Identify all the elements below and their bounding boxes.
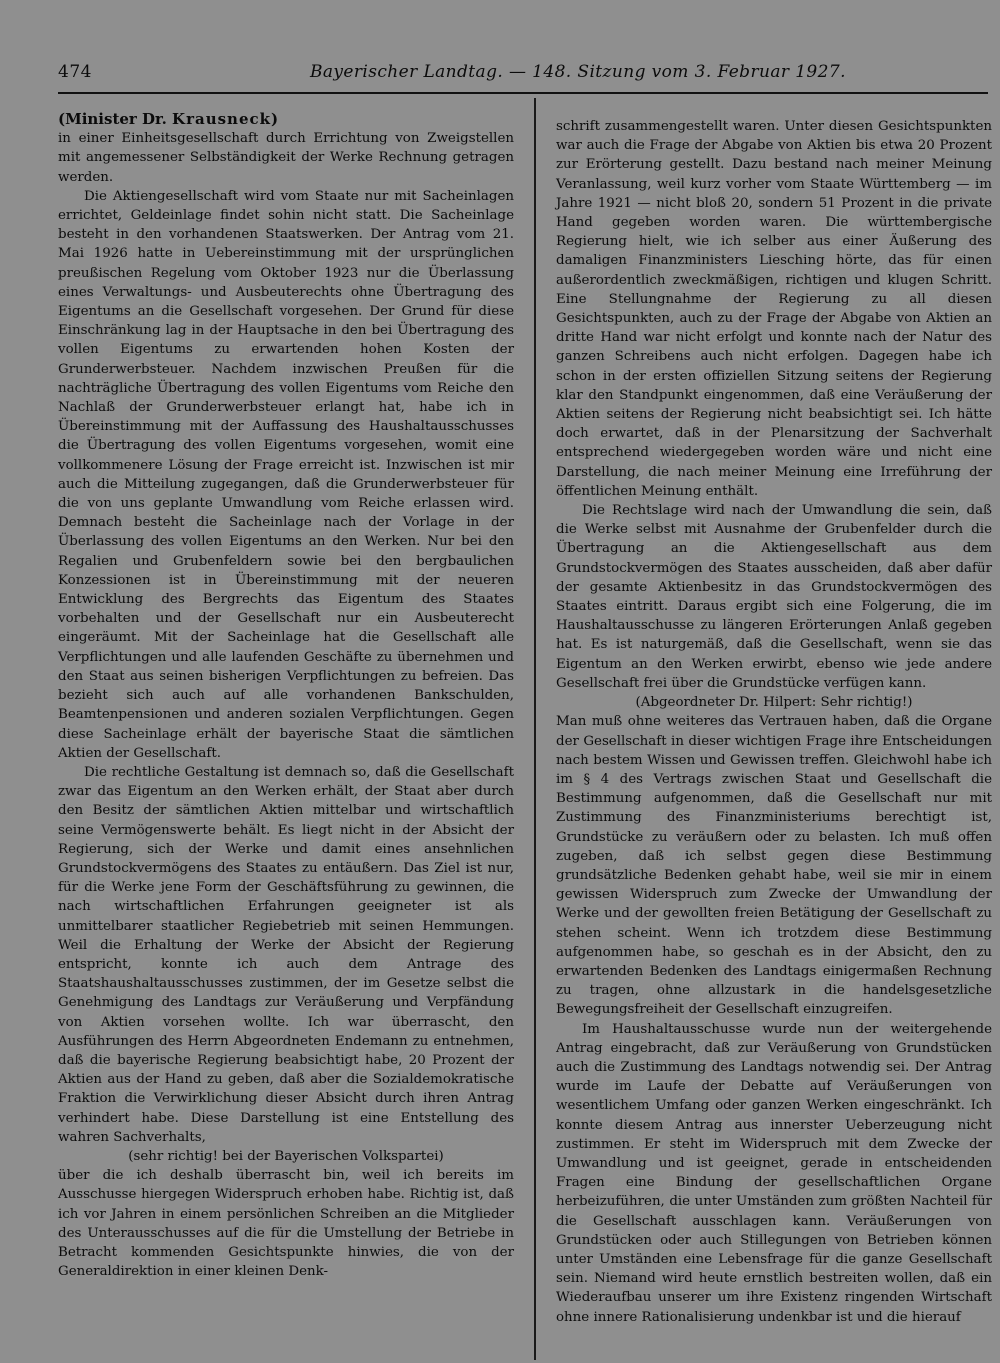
paragraph: Man muß ohne weiteres das Vertrauen haben, daß die Organe der Gesellschaft in dieser wichtigen Frage ihre Entscheidungen nach bestem Wissen und Gewissen treffen. Gleichwohl habe ich im § 4 des Vertrags zwischen Staat und Gesellschaft die Bestimmung aufgenommen, daß die Gesellschaft nur mit Zustimmung des Finanzministeriums berechtigt ist, Grundstücke zu veräußern oder zu belasten. Ich muß offen zugeben, daß ich selbst gegen diese Bestimmung grundsätzliche Bedenken gehabt habe, weil sie mir in einem gewissen Widerspruch zum Zwecke der Umwandlung der Werke und der gewollten freien Betätigung der Gesellschaft zu stehen scheint. Wenn ich trotzdem diese Bestimmung aufgenommen habe, so geschah es in der Absicht, den zu erwartenden Bedenken des Landtags einigermaßen Rechnung zu tragen, ohne allzustark in die handelsgesetzliche Bewegungsfreiheit der Gesellschaft einzugreifen. xyxy=(556,714,992,1018)
section-head xyxy=(58,110,514,129)
paragraph: Die rechtliche Gestaltung ist demnach so, daß die Gesellschaft zwar das Eigentum an den Werken erhält, der Staat aber durch den Besitz der sämtlichen Aktien mittelbar und wirtschaftlich seine Vermögenswerte behält. Es liegt nicht in der Absicht der Regierung, sich der Werke und damit eines ansehnlichen Grundstockvermögens des Staates zu entäußern. Das Ziel ist nur, für die Werke jene Form der Geschäftsführung zu gewinnen, die nach wirtschaftlichen Erfahrungen geeigneter ist als unmittelbarer staatlicher Regiebetrieb mit seinen Hemmungen. Weil die Erhaltung der Werke der Absicht der Regierung entspricht, konnte ich auch dem Antrage des Staatshaushaltausschusses zustimmen, der im Gesetze selbst die Genehmigung des Landtags zur Veräußerung und Verpfändung von Aktien vorsehen wollte. Ich war überrascht, den Ausführungen des Herrn Abgeordneten Endemann zu entnehmen, daß die bayerische Regierung beabsichtigt habe, 20 Prozent der Aktien aus der Hand zu geben, daß aber die Sozialdemokratische Fraktion die Verwirklichung dieser Absicht durch ihren Antrag verhindert habe. Diese Darstellung ist eine Entstellung des wahren Sachverhalts, xyxy=(58,764,514,1145)
right-column xyxy=(556,117,992,1327)
running-head: Bayerischer Landtag. — 148. Sitzung vom 3. Februar 1927. xyxy=(310,62,846,82)
column-divider xyxy=(534,98,536,1360)
paragraph: schrift zusammengestellt waren. Unter diesen Gesichtspunkten war auch die Frage der Abgabe von Aktien bis etwa 20 Prozent zur Erörterung gestellt. Dazu bestand nach meiner Meinung Veranlassung, weil kurz vorher vom Staate Württemberg — im Jahre 1921 — nicht bloß 20, sondern 51 Prozent in die private Hand gegeben worden waren. Die württembergische Regierung hielt, wie ich selber aus einer Äußerung des damaligen Finanzministers Liesching hörte, das für einen außerordentlich zweckmäßigen, richtigen und klugen Schritt. Eine Stellungnahme der Regierung zu all diesen Gesichtspunkten, auch zu der Frage der Abgabe von Aktien an dritte Hand war nicht erfolgt und konnte nach der Natur des ganzen Schreibens auch nicht erfolgen. Dagegen habe ich schon in der ersten offiziellen Sitzung seitens der Regierung klar den Standpunkt eingenommen, daß eine Veräußerung der Aktien seitens der Regierung nicht beabsichtigt sei. Ich hätte doch erwartet, daß in der Plenarsitzung der Sachverhalt entsprechend wiedergegeben worden wäre und nicht eine Darstellung, die nach meiner Meinung eine Irreführung der öffentlichen Meinung enthält. xyxy=(556,119,992,499)
speaker-name: Krausneck xyxy=(172,110,272,128)
section-head-prefix: (Minister Dr. xyxy=(58,110,167,128)
interjection: (Abgeordneter Dr. Hilpert: Sehr richtig!) xyxy=(635,695,913,711)
paragraph: Die Aktiengesellschaft wird vom Staate nur mit Sacheinlagen errichtet, Geldeinlage findet sohin nicht statt. Die Sacheinlage besteht in den vorhandenen Staatswerken. Der Antrag vom 21. Mai 1926 hatte in Uebereinstimmung mit der ursprünglichen preußischen Regelung vom Oktober 1923 nur die Überlassung eines Verwaltungs- und Ausbeuterechts ohne Übertragung des Eigentums an die Gesellschaft vorgesehen. Der Grund für diese Einschränkung lag in der Hauptsache in den bei Übertragung des vollen Eigentums zu erwartenden hohen Kosten der Grunderwerbsteuer. Nachdem inzwischen Preußen für die nachträgliche Übertragung des vollen Eigentums vom Reiche den Nachlaß der Grunderwerbsteuer erlangt hat, habe ich in Übereinstimmung mit der Auffassung des Haushaltausschusses die Übertragung des vollen Eigentums vorgesehen, womit eine vollkommenere Lösung der Frage erreicht ist. Inzwischen ist mir auch die Mitteilung zugegangen, daß die Grunderwerbsteuer für die von uns geplante Umwandlung vom Reiche erlassen wird. Demnach besteht die Sacheinlage nach der Vorlage in der Überlassung des vollen Eigentums an den Werken. Nur bei den Regalien und Grubenfeldern sowie bei den bergbaulichen Konzessionen ist in Übereinstimmung mit der neueren Entwicklung des Bergrechts das Eigentum des Staates vorbehalten und der Gesellschaft nur ein Ausbeuterecht eingeräumt. Mit der Sacheinlage hat die Gesellschaft alle Verpflichtungen und alle laufenden Geschäfte zu übernehmen und den Staat aus seinen bisherigen Verpflichtungen zu befreien. Das bezieht sich auch auf alle vorhandenen Bankschulden, Beamtenpensionen und anderen sozialen Verpflichtungen. Gegen diese Sacheinlage erhält der bayerische Staat die sämtlichen Aktien der Gesellschaft. xyxy=(58,188,514,761)
page-number: 474 xyxy=(58,62,92,82)
page-header xyxy=(58,62,990,94)
left-column xyxy=(58,110,514,1281)
section-head-suffix: ) xyxy=(271,110,279,128)
interjection: (sehr richtig! bei der Bayerischen Volkspartei) xyxy=(128,1148,444,1164)
paragraph: in einer Einheitsgesellschaft durch Errichtung von Zweigstellen mit angemessener Selbständigkeit der Werke Rechnung getragen werden. xyxy=(58,131,514,185)
paragraph: Im Haushaltausschusse wurde nun der weitergehende Antrag eingebracht, daß zur Veräußerung von Grundstücken auch die Zustimmung des Landtags notwendig sei. Der Antrag wurde im Laufe der Debatte auf Veräußerungen von wesentlichem Umfang oder ganzen Werken eingeschränkt. Ich konnte diesem Antrag aus innerster Ueberzeugung nicht zustimmen. Er steht im Widerspruch mit dem Zwecke der Umwandlung und ist geeignet, gerade in entscheidenden Fragen eine Bindung der gesellschaftlichen Organe herbeizuführen, die unter Umständen zum größten Nachteil für die Gesellschaft ausschlagen kann. Veräußerungen von Grundstücken oder auch Stillegungen von Betrieben können unter Umständen eine Lebensfrage für die ganze Gesellschaft sein. Niemand wird heute ernstlich bestreiten wollen, daß ein Wiederaufbau unserer um ihre Existenz ringenden Wirtschaft ohne innere Rationalisierung undenkbar ist und die hierauf xyxy=(556,1021,992,1325)
header-rule xyxy=(58,92,988,94)
paragraph: über die ich deshalb überrascht bin, weil ich bereits im Ausschusse hiergegen Widerspruch erhoben habe. Richtig ist, daß ich vor Jahren in einem persönlichen Schreiben an die Mitglieder des Unterausschusses auf die für die Umstellung der Betriebe in Betracht kommenden Gesichtspunkte hinwies, die von der Generaldirektion in einer kleinen Denk- xyxy=(58,1168,514,1280)
paragraph: Die Rechtslage wird nach der Umwandlung die sein, daß die Werke selbst mit Ausnahme der Grubenfelder durch die Übertragung an die Aktiengesellschaft aus dem Grundstockvermögen des Staates ausscheiden, daß aber dafür der gesamte Aktienbesitz in das Grundstockvermögen des Staates eintritt. Daraus ergibt sich eine Folgerung, die im Haushaltausschusse zu längeren Erörterungen Anlaß gegeben hat. Es ist naturgemäß, daß die Gesellschaft, wenn sie das Eigentum an den Werken erwirbt, ebenso wie jede andere Gesellschaft frei über die Grundstücke verfügen kann. xyxy=(556,503,992,691)
